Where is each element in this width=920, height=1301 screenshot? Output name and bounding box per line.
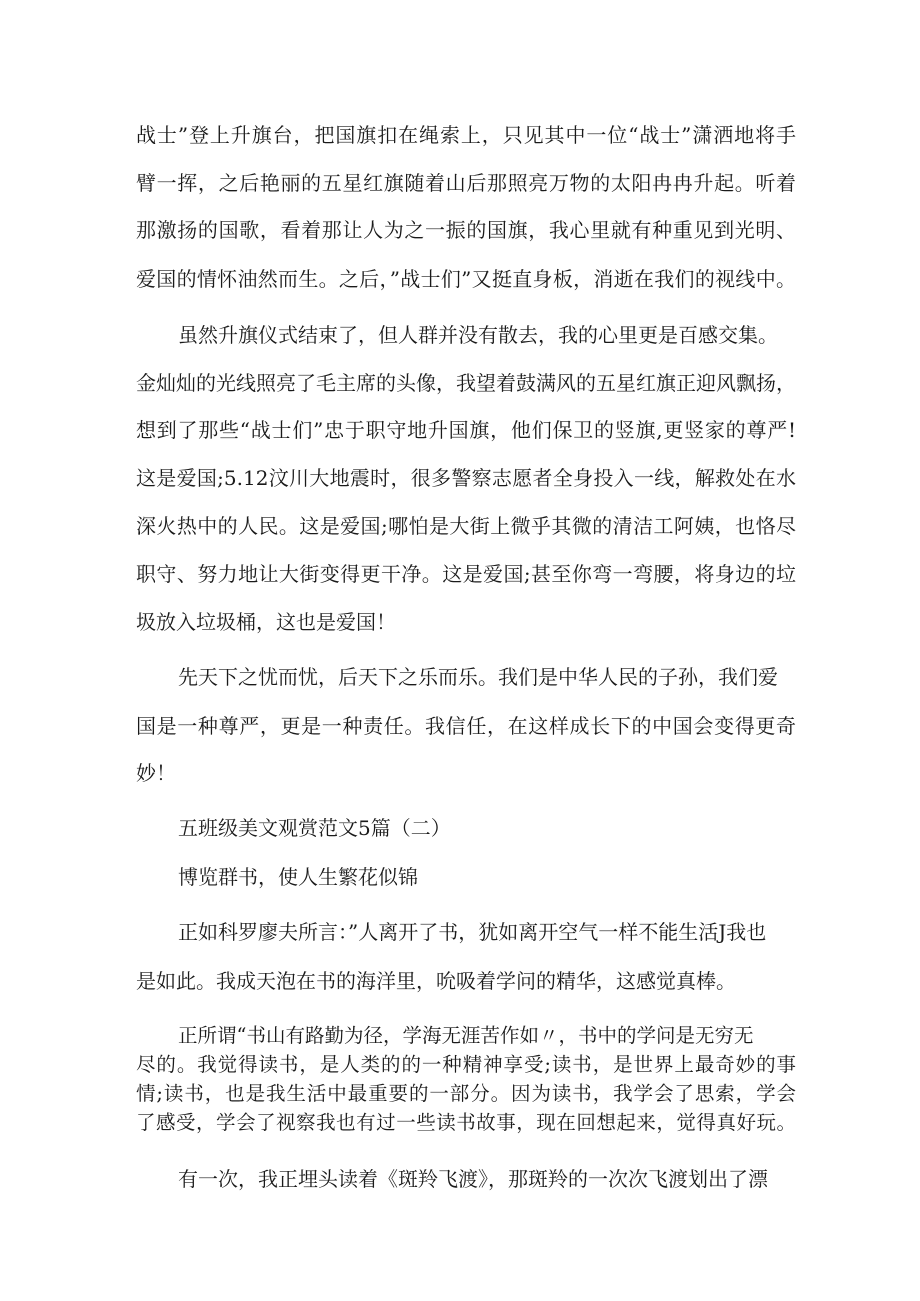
paragraph-3-line-2: 国是一种尊严，更是一种责任。我信任，在这样成长下的中国会变得更奇 [136,714,796,738]
paragraph-5-line-2: 尽的。我觉得读书，是人类的的一种精神享受;读书，是世界上最奇妙的事 [136,1053,796,1076]
paragraph-2-line-3: 想到了那些“战士们”忠于职守地升国旗，他们保卫的竖旗,更竖家的尊严! [136,418,796,442]
paragraph-5-line-4: 了感受，学会了视察我也有过一些读书故事，现在回想起来，觉得真好玩。 [136,1111,796,1134]
section-heading: 五班级美文观赏范文5篇（二） [178,816,451,840]
paragraph-4-line-1: 正如科罗廖夫所言：”人离开了书，犹如离开空气一样不能生活J我也 [178,920,767,944]
paragraph-1-line-2: 臂一挥，之后艳丽的五星红旗随着山后那照亮万物的太阳冉冉升起。听着 [136,171,796,195]
article-title: 博览群书，使人生繁花似锦 [178,865,418,889]
paragraph-2-line-6: 职守、努力地让大街变得更干净。这是爱国;甚至你弯一弯腰，将身边的垃 [136,562,796,586]
paragraph-5-line-3: 情;读书，也是我生活中最重要的一部分。因为读书，我学会了思索，学会 [136,1082,796,1105]
paragraph-2-line-5: 深火热中的人民。这是爱国;哪怕是大街上微乎其微的清洁工阿姨，也恪尽 [136,514,796,538]
paragraph-1-line-4: 爱国的情怀油然而生。之后，”战士们”又挺直身板，消逝在我们的视线中。 [136,267,796,291]
paragraph-1-line-3: 那激扬的国歌，看着那让人为之一振的国旗，我心里就有种重见到光明、 [136,218,796,242]
paragraph-2-line-7: 圾放入垃圾桶，这也是爱国！ [136,610,396,634]
paragraph-5-line-1: 正所谓“书山有路勤为径，学海无涯苦作如〃，书中的学问是无穷无 [178,1024,754,1047]
paragraph-4-line-2: 是如此。我成天泡在书的海洋里，吮吸着学问的精华，这感觉真棒。 [136,969,736,993]
paragraph-3-line-1: 先天下之忧而忧，后天下之乐而乐。我们是中华人民的子孙，我们爱 [178,665,778,689]
paragraph-2-line-2: 金灿灿的光线照亮了毛主席的头像，我望着鼓满风的五星红旗正迎风飘扬， [136,371,796,395]
paragraph-1-line-1: 战士”登上升旗台，把国旗扣在绳索上，只见其中一位“战士”潇洒地将手 [136,123,796,147]
paragraph-2-line-1: 虽然升旗仪式结束了，但人群并没有散去，我的心里更是百感交集。 [178,323,778,347]
paragraph-2-line-4: 这是爱国;5.12汶川大地震时，很多警察志愿者全身投入一线，解救处在水 [136,466,796,490]
paragraph-6-line-1: 有一次，我正埋头读着《斑羚飞渡》，那斑羚的一次次飞渡划出了漂 [178,1167,768,1191]
paragraph-3-line-3: 妙！ [136,761,176,785]
